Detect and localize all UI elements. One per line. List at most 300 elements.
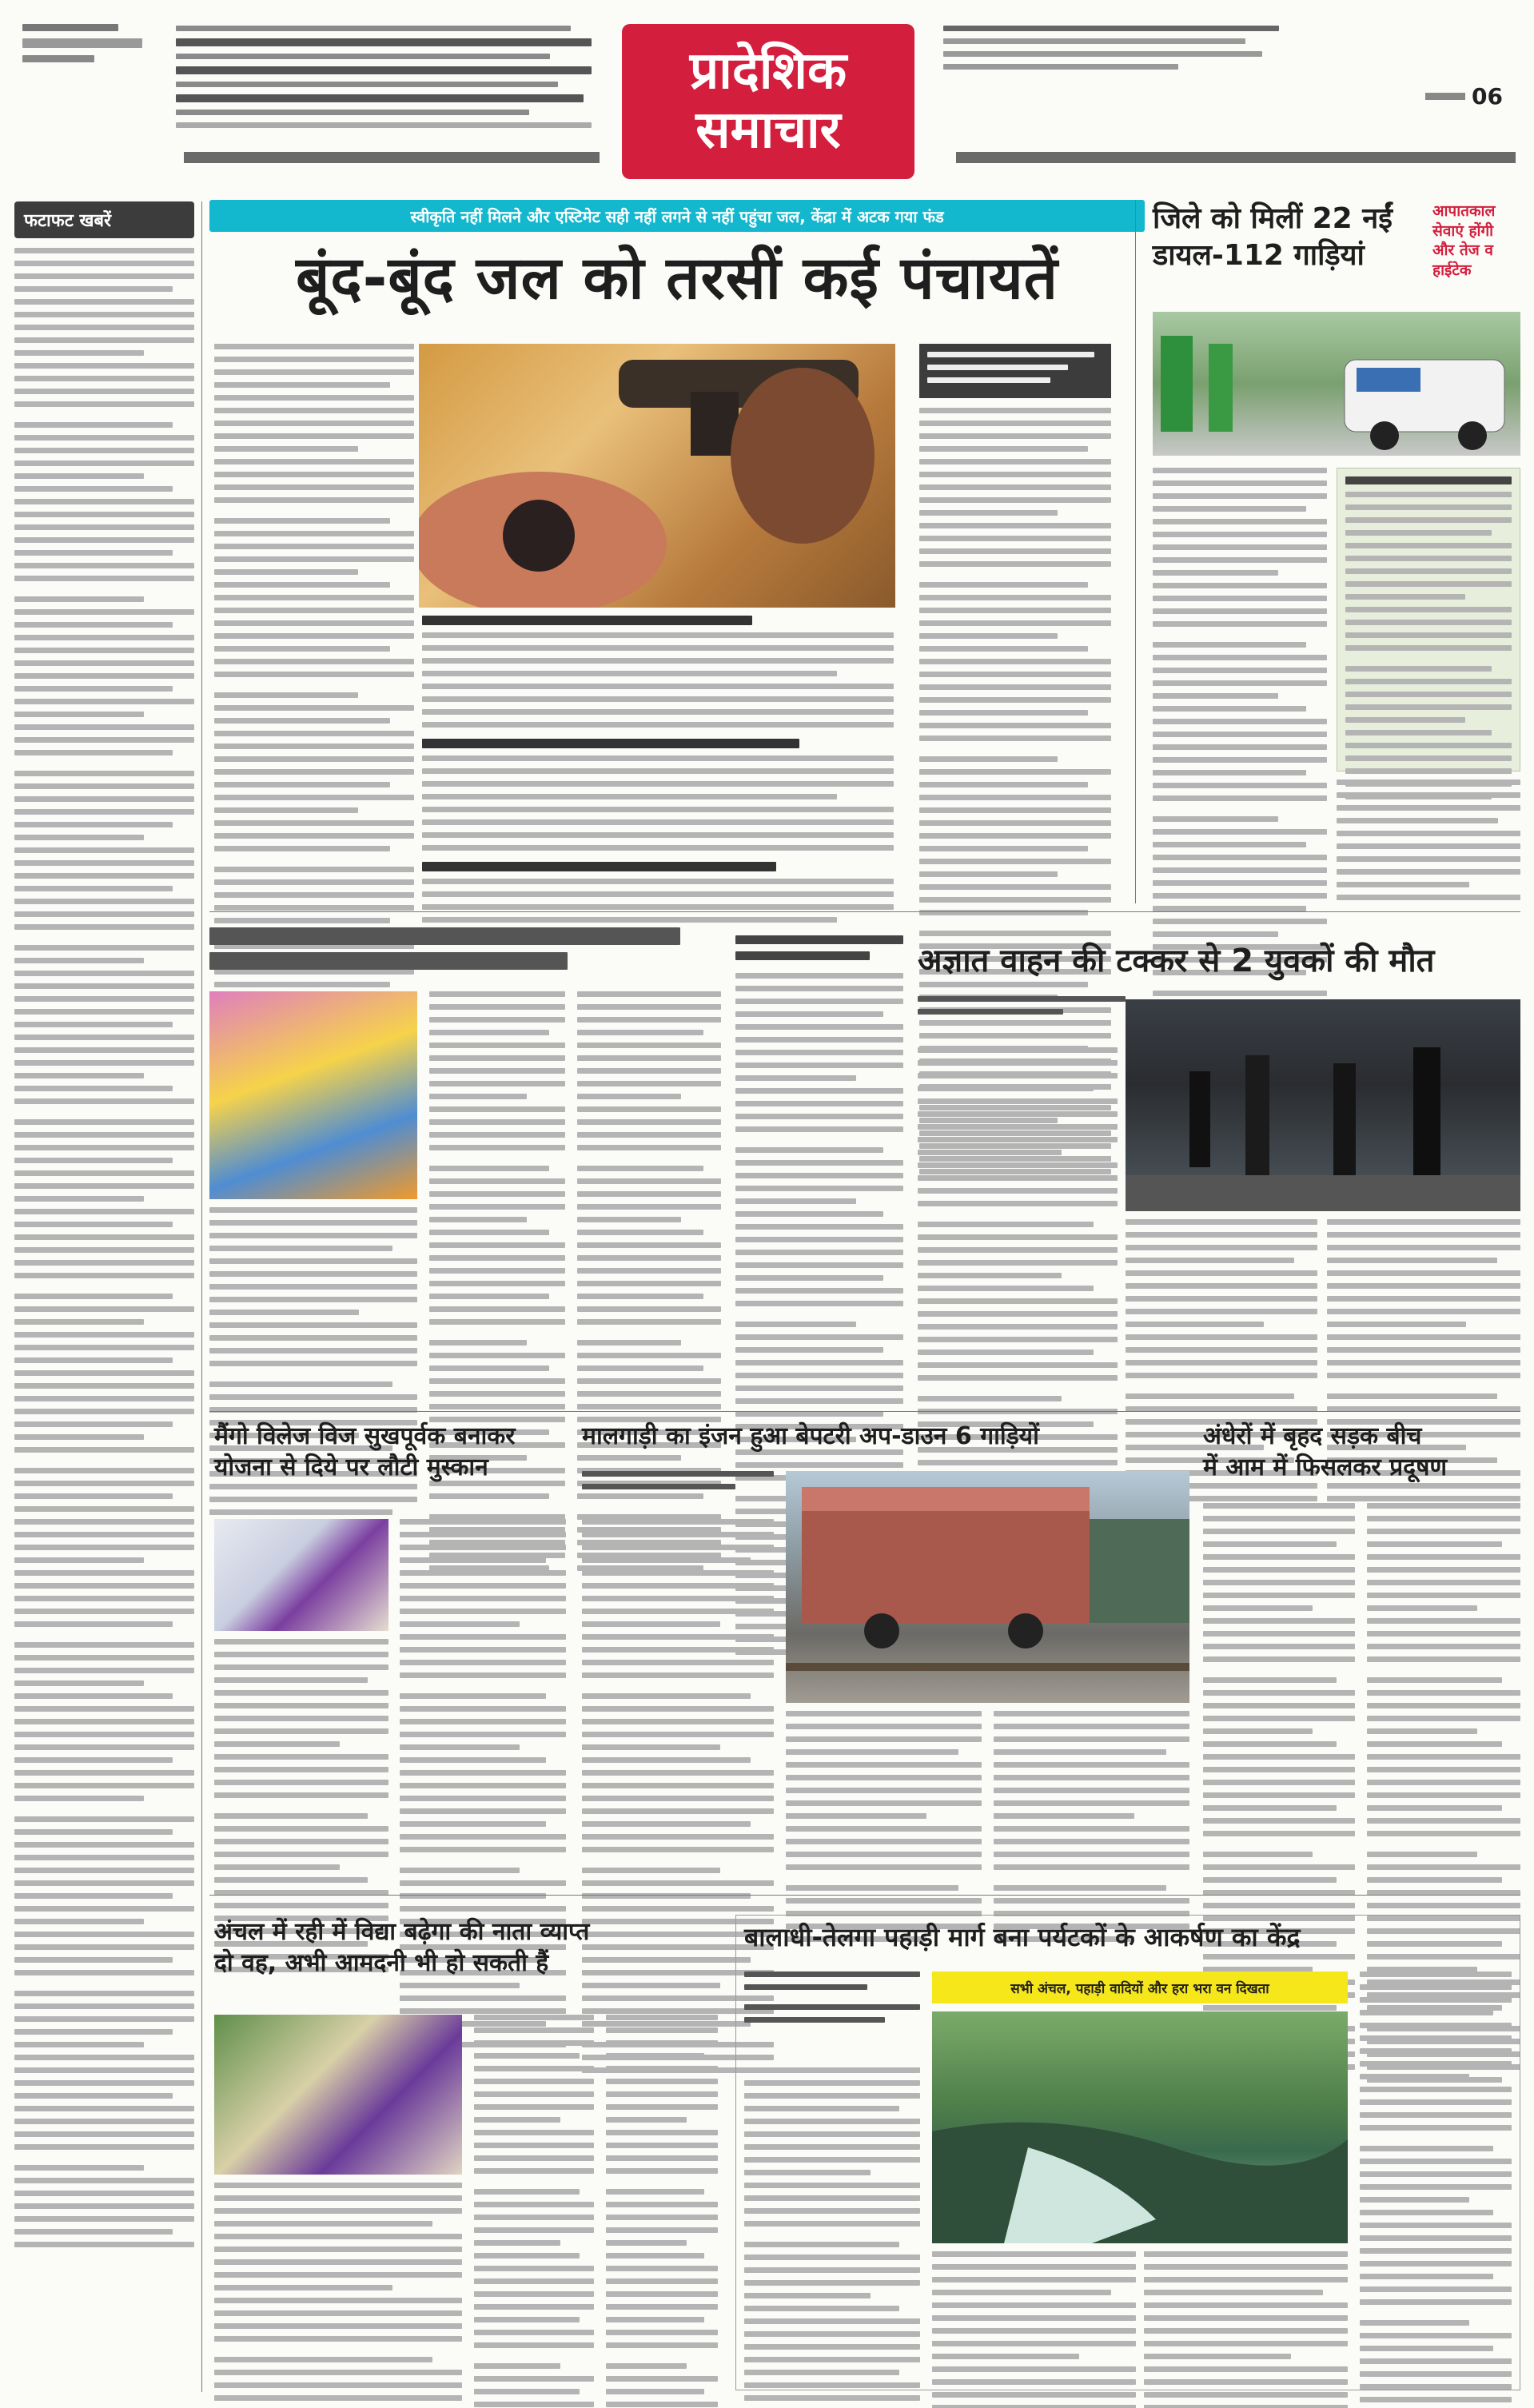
body-text-line — [14, 448, 194, 453]
body-text-line — [429, 1017, 565, 1023]
body-text-line — [786, 1885, 958, 1891]
body-text-line — [577, 1166, 703, 1171]
body-text-line — [919, 459, 1111, 464]
body-text-line — [14, 1009, 194, 1015]
body-text-line — [918, 1311, 1118, 1317]
goods-train-story — [582, 1423, 1189, 1871]
body-text-line — [14, 499, 194, 504]
body-text-line — [919, 408, 1111, 413]
body-text-line — [14, 2093, 173, 2099]
goods-train-body-right — [994, 1711, 1189, 1949]
body-text-line — [932, 2264, 1136, 2270]
body-text-line — [14, 622, 173, 628]
body-text-line — [786, 1788, 982, 1793]
body-text-line — [1126, 1296, 1317, 1302]
paragraph-gap — [474, 2181, 594, 2189]
body-text-line — [429, 1166, 549, 1171]
paragraph-gap — [14, 1460, 194, 1468]
body-text-line — [214, 1792, 388, 1798]
body-text-line — [1153, 867, 1327, 873]
body-text-line — [14, 1383, 194, 1389]
body-text-line — [14, 1396, 194, 1401]
body-text-line — [209, 1310, 359, 1315]
body-text-line — [214, 1852, 388, 1857]
body-text-line — [14, 2080, 194, 2086]
body-text-line — [214, 497, 414, 503]
body-text-line — [1126, 1347, 1317, 1353]
dial112-sidebar — [1432, 201, 1520, 281]
body-text-line — [1203, 1805, 1337, 1811]
body-text-line — [14, 771, 194, 776]
paragraph-gap — [735, 1139, 903, 1147]
body-text-line — [400, 1880, 566, 1886]
body-text-line — [14, 1170, 194, 1176]
body-text-line — [214, 692, 358, 698]
body-text-line — [1367, 1805, 1502, 1811]
body-text-line — [14, 2106, 194, 2111]
body-text-line — [577, 1204, 721, 1210]
body-text-line — [744, 2267, 920, 2273]
body-text-line — [577, 1043, 721, 1048]
body-text-line — [735, 1237, 903, 1242]
body-text-line — [1153, 931, 1278, 937]
body-text-line — [14, 1545, 194, 1550]
body-text-line — [1367, 1605, 1477, 1611]
body-text-line — [1360, 2125, 1512, 2131]
paragraph-gap — [1360, 2312, 1512, 2320]
body-text-line — [429, 1106, 565, 1112]
body-text-line — [735, 1322, 856, 1327]
body-text-line — [214, 2195, 462, 2201]
body-text-line — [474, 2278, 594, 2284]
body-text-line — [474, 2079, 594, 2084]
body-text-line — [735, 1160, 903, 1166]
body-text-line — [14, 899, 194, 904]
body-text-line — [735, 1101, 903, 1106]
body-text-line — [918, 1150, 1062, 1155]
body-text-line — [918, 1188, 1118, 1194]
body-text-line — [1360, 2346, 1493, 2351]
body-text-line — [919, 697, 1111, 703]
paragraph-gap — [1367, 1669, 1520, 1677]
body-text-line — [214, 2285, 392, 2290]
tourism-body-midr — [1144, 2251, 1348, 2408]
body-text-line — [1360, 2248, 1512, 2254]
body-text-line — [577, 1030, 703, 1035]
body-text-line — [932, 2277, 1136, 2282]
body-text-line — [214, 2298, 462, 2303]
body-text-line — [1126, 1283, 1317, 1289]
body-text-line — [14, 1583, 194, 1589]
body-text-line — [14, 473, 144, 479]
body-text-line — [1345, 679, 1512, 684]
body-text-line — [214, 1677, 368, 1683]
body-text-line — [1345, 692, 1512, 697]
body-text-line — [582, 1783, 774, 1788]
body-text-line — [400, 1796, 566, 1801]
body-text-line — [744, 2242, 899, 2247]
body-text-line — [582, 1519, 774, 1525]
body-text-line — [400, 1660, 566, 1665]
body-text-line — [214, 2370, 462, 2375]
body-text-line — [744, 2106, 899, 2111]
body-text-line — [606, 2143, 718, 2148]
body-text-line — [918, 1337, 1118, 1342]
body-text-line — [735, 1250, 903, 1255]
body-text-line — [582, 1545, 774, 1550]
paragraph-gap — [994, 1877, 1189, 1885]
body-text-line — [214, 1754, 388, 1760]
body-text-line — [1327, 1360, 1520, 1365]
road-story — [1203, 1423, 1520, 1871]
body-text-line — [786, 1775, 982, 1780]
body-text-line — [1203, 1554, 1355, 1560]
body-text-line — [735, 1262, 903, 1268]
body-text-line — [1126, 1219, 1317, 1225]
body-text-line — [744, 2067, 920, 2073]
body-text-line — [14, 1060, 194, 1066]
body-text-line — [744, 2395, 920, 2401]
body-text-line — [994, 1826, 1189, 1832]
dial112-body-right — [1337, 779, 1520, 907]
body-text-line — [14, 1273, 194, 1278]
body-text-line — [1327, 1334, 1520, 1340]
body-text-line — [474, 2143, 594, 2148]
body-text-line — [582, 1706, 774, 1712]
body-text-line — [1203, 1516, 1355, 1521]
body-text-line — [14, 1906, 194, 1912]
body-text-line — [14, 873, 194, 879]
body-text-line — [1153, 480, 1327, 486]
body-text-line — [919, 472, 1111, 477]
body-text-line — [1203, 1567, 1355, 1573]
body-text-line — [14, 2003, 194, 2009]
body-text-line — [1144, 2328, 1348, 2334]
body-text-line — [14, 261, 194, 266]
body-text-line — [1337, 805, 1520, 811]
body-text-line — [209, 1394, 417, 1400]
dial112-inset-box — [1337, 468, 1520, 771]
body-text-line — [735, 1088, 903, 1094]
paragraph-gap — [919, 748, 1111, 756]
body-text-line — [14, 460, 194, 466]
body-text-line — [606, 2330, 718, 2335]
body-text-line — [919, 723, 1111, 728]
body-text-line — [214, 1741, 340, 1747]
body-text-line — [1203, 1529, 1355, 1534]
body-text-line — [422, 671, 837, 676]
body-text-line — [14, 983, 194, 989]
body-text-line — [1360, 2320, 1469, 2326]
body-text-line — [1345, 620, 1512, 625]
body-text-line — [209, 1361, 417, 1366]
body-text-line — [1360, 2112, 1512, 2118]
body-text-line — [606, 2104, 718, 2110]
body-text-line — [1360, 2099, 1512, 2105]
body-text-line — [1327, 1245, 1520, 1250]
body-text-line — [1360, 2023, 1512, 2028]
body-text-line — [744, 2157, 920, 2163]
body-text-line — [918, 1350, 1094, 1355]
body-text-line — [214, 846, 390, 851]
paragraph-gap — [577, 1158, 721, 1166]
body-text-line — [1203, 1831, 1355, 1836]
paragraph-gap — [582, 1685, 774, 1693]
left-column-body — [14, 248, 194, 2247]
body-text-line — [14, 1183, 194, 1189]
body-text-line — [214, 1639, 388, 1645]
body-text-line — [577, 1230, 703, 1235]
body-text-line — [582, 1719, 774, 1724]
body-text-line — [577, 1004, 721, 1010]
body-text-line — [918, 1201, 1118, 1206]
body-text-line — [1153, 668, 1327, 673]
body-text-line — [429, 1217, 527, 1222]
body-text-line — [214, 2310, 462, 2316]
body-text-line — [1153, 816, 1278, 822]
body-text-line — [1345, 543, 1512, 548]
body-text-line — [14, 911, 194, 917]
body-text-line — [606, 2304, 718, 2310]
body-text-line — [214, 595, 414, 600]
body-text-line — [14, 1829, 173, 1835]
body-text-line — [14, 2067, 194, 2073]
body-text-line — [14, 783, 194, 789]
body-text-line — [1203, 1503, 1355, 1509]
body-text-line — [606, 2266, 718, 2271]
body-text-line — [918, 1175, 1118, 1181]
body-text-line — [400, 1719, 566, 1724]
body-text-line — [606, 2155, 718, 2161]
body-text-line — [577, 1281, 721, 1286]
body-text-line — [14, 1944, 194, 1950]
body-text-line — [735, 1198, 856, 1204]
top-teaser-right — [943, 26, 1279, 146]
body-text-line — [214, 795, 414, 800]
body-text-line — [1126, 1232, 1317, 1238]
body-text-line — [14, 299, 194, 305]
body-text-line — [214, 807, 358, 813]
accident-story — [918, 943, 1520, 1391]
paragraph-gap — [14, 2157, 194, 2165]
body-text-line — [422, 722, 894, 728]
body-text-line — [214, 357, 414, 362]
body-text-line — [1203, 1703, 1355, 1708]
body-text-line — [14, 537, 194, 543]
body-text-line — [932, 2405, 1136, 2408]
body-text-line — [400, 1693, 546, 1699]
body-text-line — [214, 2259, 462, 2265]
body-text-line — [918, 1222, 1094, 1227]
body-text-line — [1153, 829, 1327, 835]
body-text-line — [214, 2395, 462, 2401]
body-text-line — [919, 646, 1088, 652]
body-text-line — [577, 991, 721, 997]
body-text-line — [214, 2208, 462, 2214]
body-text-line — [429, 1417, 565, 1422]
body-text-line — [429, 1191, 565, 1197]
body-text-line — [1327, 1232, 1520, 1238]
body-text-line — [1327, 1270, 1520, 1276]
body-text-line — [474, 2130, 594, 2135]
body-text-line — [209, 1381, 392, 1387]
body-text-line — [1360, 2061, 1512, 2067]
body-text-line — [1337, 882, 1469, 887]
festival-photo — [209, 991, 417, 1199]
body-text-line — [918, 1273, 1062, 1278]
body-text-line — [735, 1373, 903, 1378]
tourism-body-right — [1360, 1971, 1512, 2408]
section-title-line1: प्रादेशिक — [689, 42, 847, 102]
top-teaser-left — [176, 26, 592, 153]
masthead-rule-right — [956, 152, 1516, 163]
body-text-line — [582, 1634, 774, 1640]
body-text-line — [744, 2221, 920, 2227]
body-text-line — [429, 1306, 565, 1312]
body-text-line — [14, 1842, 194, 1848]
body-text-line — [582, 1570, 774, 1576]
lead-right-rule — [1135, 200, 1136, 903]
body-text-line — [744, 2080, 920, 2086]
paragraph-gap — [14, 1111, 194, 1119]
body-text-line — [735, 1186, 903, 1191]
body-text-line — [422, 794, 837, 799]
paragraph-gap — [214, 684, 414, 692]
body-text-line — [994, 1762, 1189, 1768]
body-text-line — [1153, 544, 1327, 550]
body-text-line — [1367, 1852, 1477, 1857]
body-text-line — [214, 672, 414, 677]
body-text-line — [1345, 530, 1492, 536]
body-text-line — [214, 1703, 388, 1708]
body-text-line — [918, 1162, 1118, 1168]
body-text-line — [994, 1736, 1189, 1742]
body-text-line — [735, 1062, 903, 1068]
body-text-line — [1367, 1516, 1520, 1521]
farming-headline-line2: दो वह, अभी आमदनी भी हो सकती हैं — [214, 1949, 549, 1977]
waterfall-illustration — [932, 2011, 1348, 2243]
body-text-line — [1345, 666, 1492, 672]
body-text-line — [14, 958, 144, 963]
body-text-line — [1367, 1728, 1477, 1734]
body-text-line — [400, 1583, 566, 1589]
body-text-line — [14, 401, 194, 407]
body-text-line — [429, 1319, 565, 1325]
body-text-line — [919, 620, 1111, 626]
row1-bottom-rule — [209, 911, 1520, 912]
body-text-line — [1367, 1792, 1520, 1798]
body-text-line — [606, 2066, 718, 2071]
body-text-line — [582, 1880, 774, 1886]
body-text-line — [1345, 717, 1465, 723]
body-text-line — [474, 2227, 594, 2233]
body-text-line — [214, 1664, 388, 1670]
body-text-line — [1203, 1644, 1355, 1649]
body-text-line — [918, 1375, 1118, 1381]
body-text-line — [919, 659, 1111, 664]
body-text-line — [1327, 1373, 1520, 1378]
body-text-line — [1144, 2302, 1348, 2308]
body-text-line — [474, 2317, 580, 2322]
body-text-line — [577, 1255, 721, 1261]
body-text-line — [606, 2079, 718, 2084]
body-text-line — [606, 2091, 718, 2097]
road-headline-line2: में आम में फिसलकर प्रदूषण — [1203, 1453, 1448, 1481]
body-text-line — [735, 1301, 903, 1306]
body-text-line — [919, 736, 1111, 741]
masthead — [0, 0, 1534, 184]
body-text-line — [735, 999, 903, 1004]
paragraph-gap — [214, 1805, 388, 1813]
body-text-line — [214, 892, 414, 898]
body-text-line — [1327, 1219, 1520, 1225]
body-text-line — [422, 684, 894, 689]
body-text-line — [14, 699, 194, 704]
body-text-line — [429, 1391, 565, 1397]
body-text-line — [400, 1783, 566, 1788]
body-text-line — [1203, 1541, 1337, 1547]
body-text-line — [577, 1132, 721, 1138]
body-text-line — [1360, 2048, 1512, 2054]
body-text-line — [1153, 719, 1327, 724]
body-text-line — [1367, 1618, 1520, 1624]
body-text-line — [400, 1672, 566, 1678]
body-text-line — [1153, 642, 1306, 648]
body-text-line — [932, 2290, 1111, 2295]
paragraph-gap — [1203, 1669, 1355, 1677]
body-text-line — [735, 1385, 903, 1391]
body-text-line — [1337, 818, 1498, 823]
body-text-line — [400, 1621, 520, 1627]
body-text-line — [918, 1086, 1094, 1091]
tourism-headline: बालाधी-तेलगा पहाड़ी मार्ग बना पर्यटकों के आकर्षण का केंद्र — [744, 1922, 1301, 1952]
body-text-line — [919, 807, 1111, 813]
body-text-line — [14, 971, 194, 976]
body-text-line — [994, 1800, 1189, 1806]
body-text-line — [918, 1286, 1094, 1291]
body-text-line — [1360, 1997, 1512, 2003]
body-text-line — [1153, 880, 1327, 886]
body-text-line — [474, 2376, 594, 2382]
body-text-line — [1345, 704, 1512, 710]
body-text-line — [606, 2015, 718, 2020]
body-text-line — [919, 561, 1111, 567]
paragraph-gap — [14, 763, 194, 771]
body-text-line — [1367, 1703, 1520, 1708]
body-text-line — [214, 756, 414, 762]
body-text-line — [744, 2195, 920, 2201]
body-text-line — [1337, 869, 1520, 875]
body-text-line — [786, 1724, 982, 1729]
body-text-line — [1203, 1631, 1355, 1637]
body-text-line — [214, 769, 414, 775]
body-text-line — [14, 2191, 194, 2196]
body-text-line — [214, 620, 414, 626]
body-text-line — [577, 1417, 721, 1422]
body-text-line — [1345, 517, 1512, 523]
body-text-line — [1367, 1716, 1520, 1721]
farming-story — [214, 1919, 718, 2390]
body-text-line — [1367, 1864, 1520, 1870]
body-text-line — [1345, 492, 1512, 497]
body-text-line — [582, 1672, 774, 1678]
body-text-line — [14, 1306, 194, 1312]
body-text-line — [994, 1775, 1189, 1780]
body-text-line — [744, 2170, 871, 2175]
paragraph-gap — [919, 923, 1111, 931]
body-text-line — [474, 2363, 560, 2369]
goods-train-photo — [786, 1471, 1189, 1703]
